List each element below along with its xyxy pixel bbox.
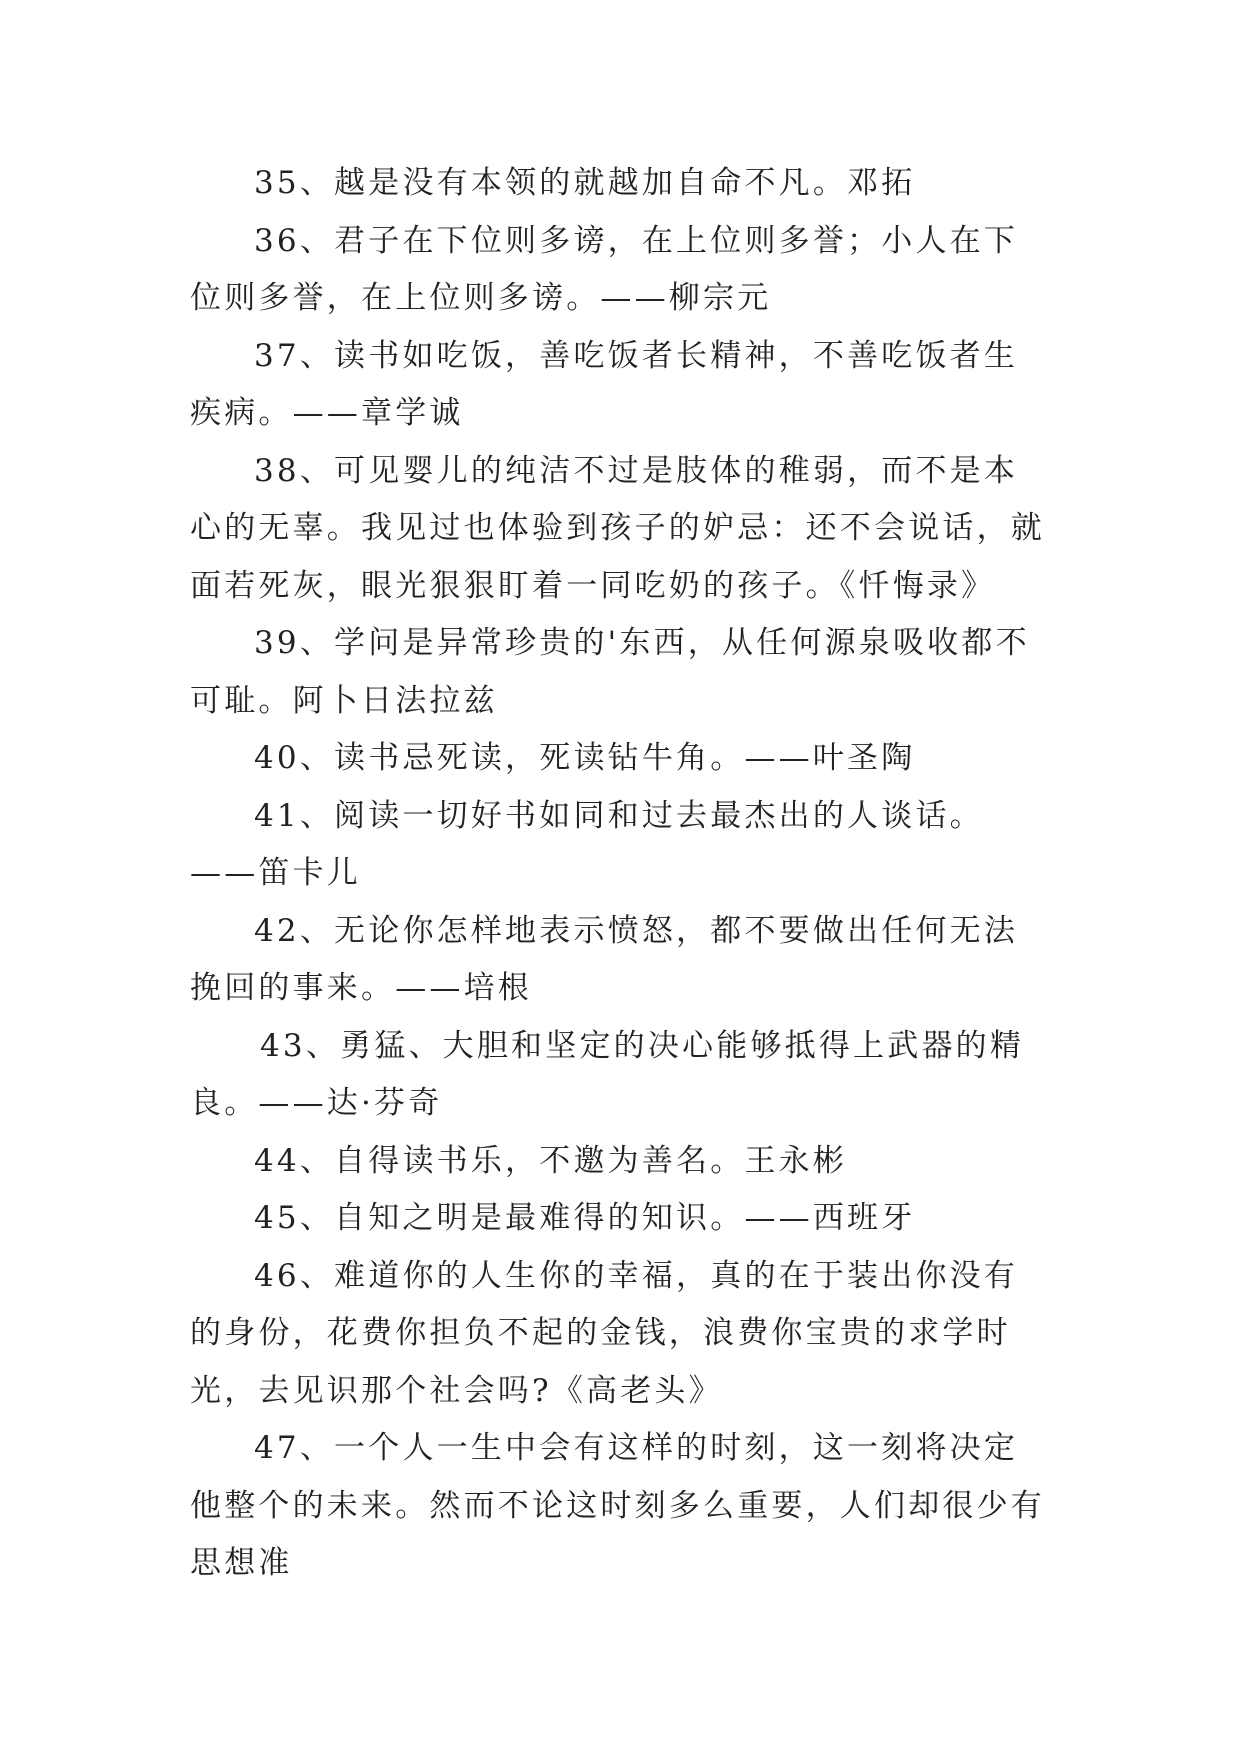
quote-paragraph-35: 35、越是没有本领的就越加自命不凡。邓拓 [254, 165, 916, 201]
quote-paragraph-46: 46、难道你的人生你的幸福，真的在于装出你没有的身份，花费你担负不起的金钱，浪费你宝贵的求学时光，去见识那个社会吗?《高老头》 [190, 1257, 1019, 1409]
quote-paragraph-40: 40、读书忌死读，死读钻牛角。——叶圣陶 [254, 740, 916, 776]
quote-paragraph-44: 44、自得读书乐，不邀为善名。王永彬 [254, 1142, 848, 1179]
quote-paragraph-39: 39、学问是异常珍贵的'东西，从任何源泉吸收都不可耻。阿卜日法拉兹 [190, 625, 1030, 719]
quote-paragraph-47: 47、一个人一生中会有这样的时刻，这一刻将决定他整个的未来。然而不论这时刻多么重要，人们却很少有思想准 [190, 1430, 1045, 1581]
quote-paragraph-36: 36、君子在下位则多谤，在上位则多誉；小人在下位则多誉，在上位则多谤。——柳宗元 [190, 222, 1019, 316]
quote-paragraph-37: 37、读书如吃饭，善吃饭者长精神，不善吃饭者生疾病。——章学诚 [190, 337, 1019, 431]
quote-paragraph-41: 41、阅读一切好书如同和过去最杰出的人谈话。——笛卡儿 [190, 797, 984, 891]
quote-paragraph-38: 38、可见婴儿的纯洁不过是肢体的稚弱，而不是本心的无辜。我见过也体验到孩子的妒忌：还不会说话，就面若死灰，眼光狠狠盯着一同吃奶的孩子。《忏悔录》 [190, 452, 1045, 604]
document-body [190, 155, 1050, 1593]
quote-paragraph-45: 45、自知之明是最难得的知识。——西班牙 [254, 1200, 916, 1236]
quote-paragraph-42: 42、无论你怎样地表示愤怒，都不要做出任何无法挽回的事来。——培根 [190, 912, 1019, 1006]
quote-paragraph-43: 43、勇猛、大胆和坚定的决心能够抵得上武器的精良。——达·芬奇 [190, 1027, 1025, 1121]
